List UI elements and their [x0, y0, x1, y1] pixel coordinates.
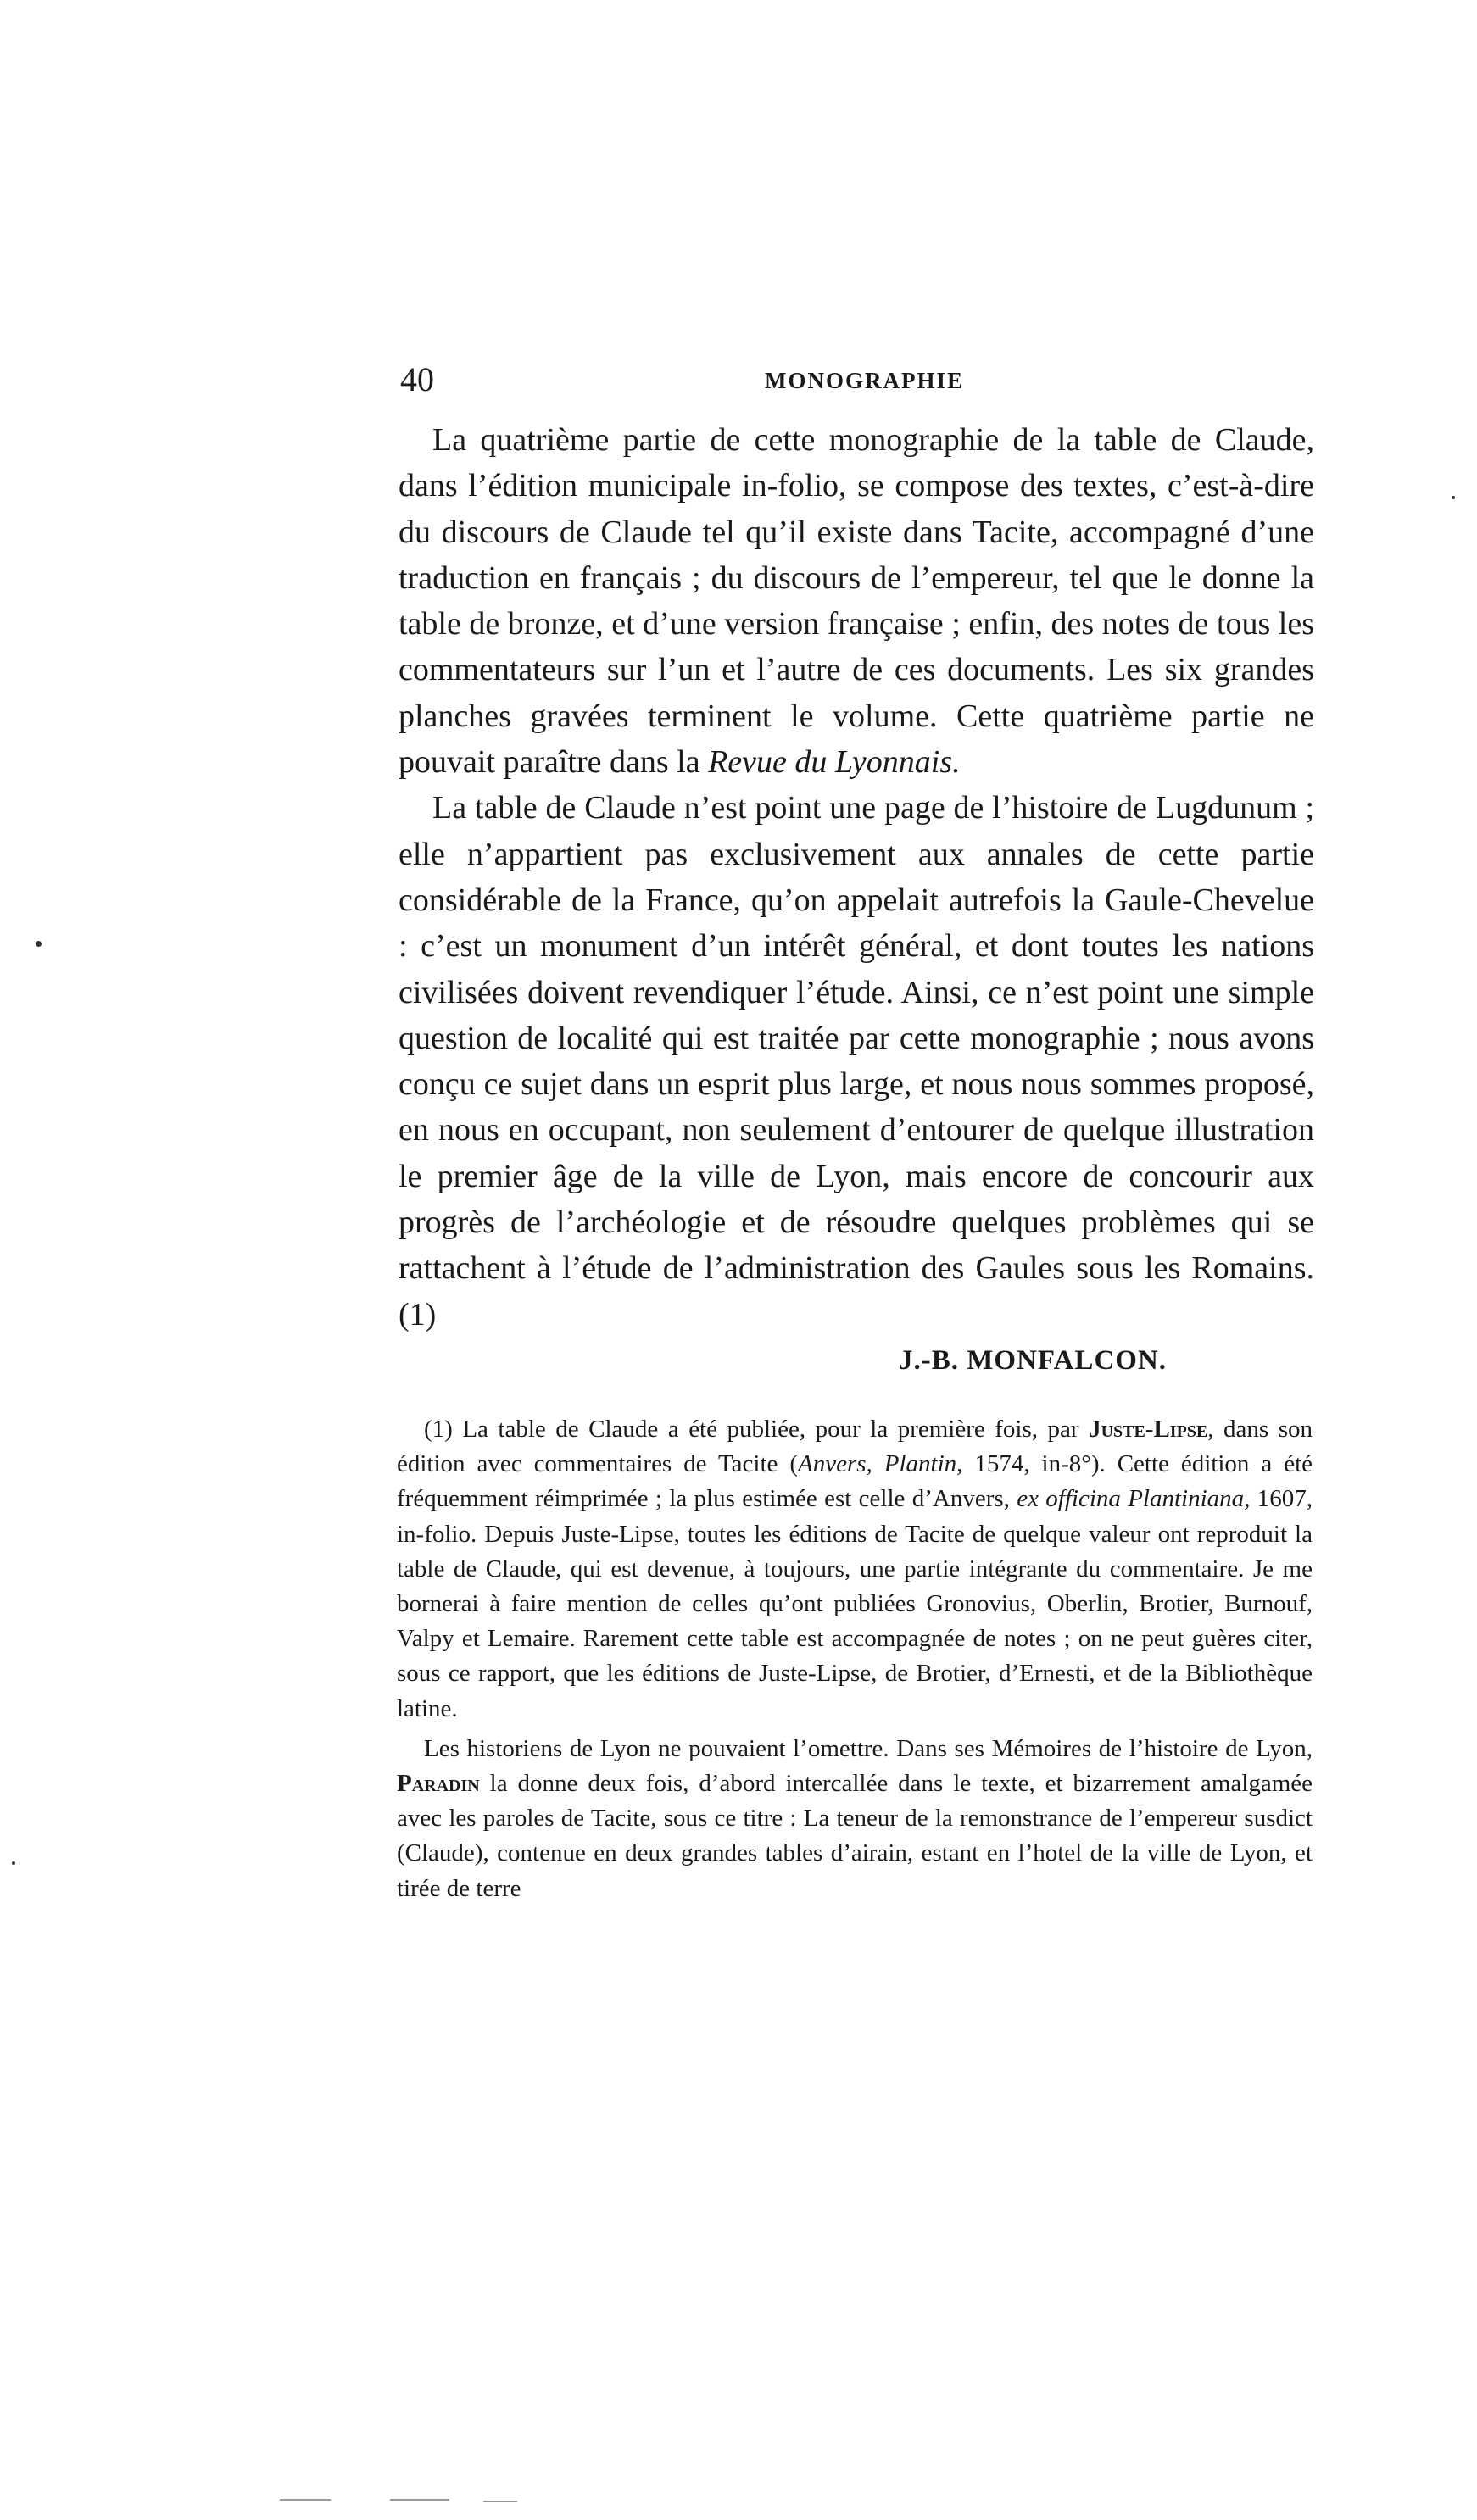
author-signature: J.-B. MONFALCON. [899, 1344, 1168, 1376]
paragraph [399, 417, 1314, 785]
print-speck [36, 941, 42, 947]
footnote-text: (1) La table de Claude a été publiée, pour la première fois, par [424, 1416, 1090, 1443]
author-name: Paradin [397, 1770, 480, 1798]
author-name: Juste-Lipse [1089, 1416, 1208, 1443]
footnote [397, 1732, 1313, 1906]
print-speck [1452, 496, 1455, 499]
citation-italic: ex officina Plantiniana, [1017, 1485, 1251, 1513]
journal-title: Revue du Lyonnais. [708, 744, 961, 781]
footnote-text: la donne deux fois, d’abord intercallée dans le texte, et bizarrement amalgamée avec les paroles de Tacite, sous ce titre : La teneur de la remonstrance de l’empereur susdict (Claude), contenue en deux grandes tables d’airain, estant en l’hotel de la ville de Lyon, et tirée de terre [397, 1770, 1313, 1902]
citation-italic: Anvers, Plantin, [798, 1450, 963, 1478]
page-number: 40 [400, 360, 434, 398]
edge-mark [280, 2499, 331, 2501]
paragraph: La table de Claude n’est point une page de l’histoire de Lugdunum ; elle n’appartient pas exclusivement aux annales de cette partie considérable de la France, qu’on appelait autrefois la Gaule-Chevelue : c’est un monument d’un intérêt général, et dont toutes les nations civilisées doivent revendiquer l’étude. Ainsi, ce n’est point une simple question de localité qui est traitée par cette monographie ; nous avons conçu ce sujet dans un esprit plus large, et nous nous sommes proposé, en nous en occupant, non seulement d’entourer de quelque illustration le premier âge de la ville de Lyon, mais encore de concourir aux progrès de l’archéologie et de résoudre quelques problèmes qui se rattachent à l’étude de l’administration des Gaules sous les Romains. (1) [399, 790, 1314, 1332]
footnote-text: Les historiens de Lyon ne pouvaient l’omettre. Dans ses Mémoires de l’histoire de Lyon, [424, 1734, 1313, 1762]
paragraph-text: La quatrième partie de cette monographie de la table de Claude, dans l’édition municipale in-folio, se compose des textes, c’est-à-dire du discours de Claude tel qu’il existe dans Tacite, accompagné d’une traduction en français ; du discours de l’empereur, tel que le donne la table de bronze, et d’une version française ; enfin, des notes de tous les commentateurs sur l’un et l’autre de ces documents. Les six grandes planches gravées terminent le volume. Cette quatrième partie ne pouvait paraître dans la [399, 422, 1314, 781]
edge-mark [483, 2501, 517, 2502]
footnotes [397, 1412, 1313, 1906]
footnote-text: 1607, in-folio. Depuis Juste-Lipse, toutes les éditions de Tacite de quelque valeur ont reproduit la table de Claude, qui est devenue, à toujours, une partie intégrante du commentaire. Je me bornerai à faire mention de celles qu’ont publiées Gronovius, Oberlin, Brotier, Burnouf, Valpy et Lemaire. Rarement cette table est accompagnée de notes ; on ne peut guères citer, sous ce rapport, que les éditions de Juste-Lipse, de Brotier, d’Ernesti, et de la Bibliothèque latine. [397, 1485, 1313, 1722]
print-speck [12, 1861, 15, 1865]
main-text [399, 417, 1314, 1383]
footnote-text: 1574, in-8°). Cette édition a été fréquemment réimprimée ; la plus estimée est celle d’Anvers, [397, 1450, 1313, 1513]
footnote-text: , dans son édition avec commentaires de Tacite ( [397, 1416, 1313, 1478]
running-title: MONOGRAPHIE [765, 368, 964, 393]
edge-mark [390, 2499, 449, 2501]
page-header [400, 354, 1316, 405]
footnote [397, 1412, 1313, 1727]
